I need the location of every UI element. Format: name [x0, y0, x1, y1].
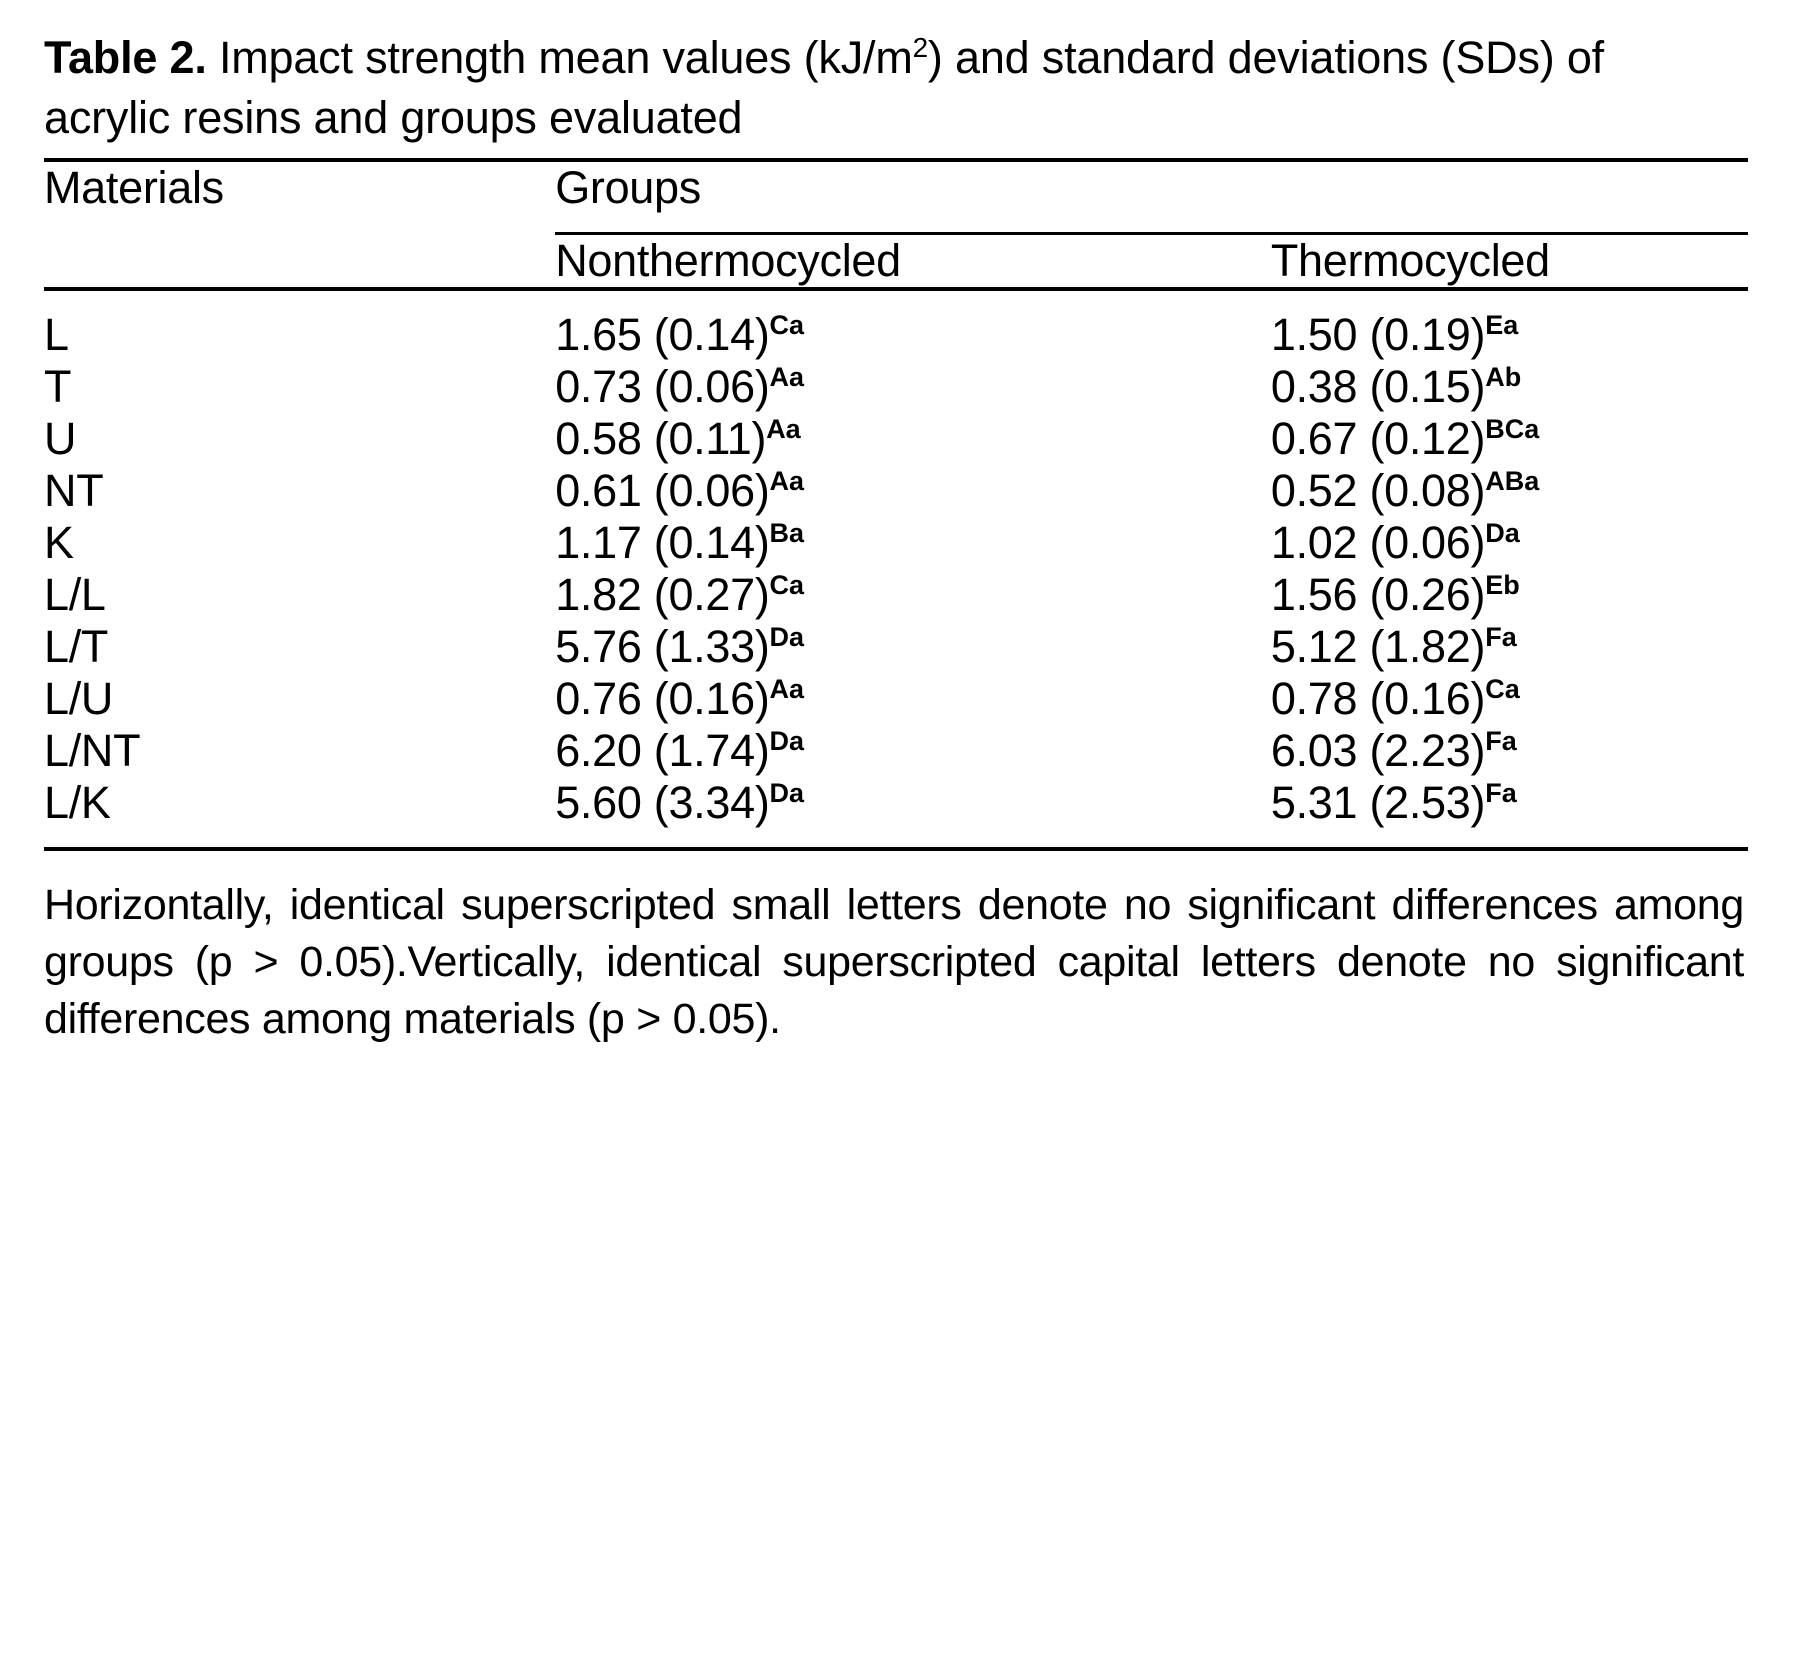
cell-superscript: Da [769, 777, 805, 808]
cell-superscript: Ba [769, 517, 805, 548]
cell-superscript: ABa [1485, 465, 1540, 496]
cell-nonthermocycled [555, 309, 1271, 361]
table-row [44, 413, 1748, 465]
subheader-blank [44, 235, 555, 287]
cell-value: 1.17 (0.14) [555, 516, 770, 568]
cell-value: 5.76 (1.33) [555, 620, 770, 672]
table-caption-text-part2: ) and standard deviations (SDs) of acrylic resins and groups evaluated [44, 32, 1604, 143]
cell-superscript: Da [769, 621, 805, 652]
cell-value: 1.65 (0.14) [555, 308, 770, 360]
cell-nonthermocycled [555, 621, 1271, 673]
table-row [44, 621, 1748, 673]
table-row [44, 569, 1748, 621]
cell-nonthermocycled [555, 413, 1271, 465]
table-footnote [44, 877, 1744, 1049]
cell-value: 5.12 (1.82) [1270, 620, 1486, 672]
cell-nonthermocycled [555, 569, 1271, 621]
cell-value: 0.58 (0.11) [555, 412, 767, 464]
table-row [44, 465, 1748, 517]
cell-thermocycled [1271, 569, 1748, 621]
table-footnote-text: Horizontally, identical superscripted small letters denote no significant differences among groups (p > 0.05).Vertically, identical superscripted capital letters denote no significant differences among materials (p > 0.05). [44, 880, 1744, 1044]
cell-nonthermocycled [555, 777, 1271, 829]
cell-nonthermocycled [555, 725, 1271, 777]
cell-material: K [44, 516, 74, 568]
body-bottom-spacer [44, 829, 1748, 847]
cell-superscript: Ab [1485, 361, 1522, 392]
table-header-row [44, 162, 1748, 235]
table-subheader-row [44, 235, 1748, 287]
body-top-spacer [44, 291, 1748, 309]
groups-span-rule [555, 232, 1748, 235]
cell-value: 5.60 (3.34) [555, 776, 770, 828]
cell-value: 6.03 (2.23) [1270, 724, 1486, 776]
table-row [44, 725, 1748, 777]
subheader-nonthermocycled: Nonthermocycled [555, 234, 901, 286]
cell-value: 1.56 (0.26) [1270, 568, 1486, 620]
cell-nonthermocycled [555, 517, 1271, 569]
cell-superscript: Fa [1485, 725, 1517, 756]
cell-superscript: Fa [1485, 621, 1517, 652]
table-row [44, 309, 1748, 361]
table-bottom-rule [44, 847, 1748, 851]
cell-superscript: Aa [766, 413, 801, 444]
cell-material: L [44, 308, 69, 360]
cell-thermocycled [1271, 361, 1748, 413]
cell-material: T [44, 360, 72, 412]
cell-thermocycled [1271, 309, 1748, 361]
column-header-materials: Materials [44, 161, 224, 213]
cell-value: 1.82 (0.27) [555, 568, 770, 620]
cell-thermocycled [1271, 725, 1748, 777]
cell-value: 0.38 (0.15) [1270, 360, 1486, 412]
cell-value: 0.73 (0.06) [555, 360, 770, 412]
cell-superscript: Ca [769, 569, 805, 600]
table-row [44, 517, 1748, 569]
table-caption-label: Table 2. [44, 32, 207, 83]
cell-superscript: Da [1485, 517, 1520, 548]
cell-superscript: Ea [1485, 309, 1519, 340]
impact-strength-table [44, 162, 1748, 847]
cell-thermocycled [1271, 673, 1748, 725]
column-header-groups [555, 162, 1748, 235]
cell-nonthermocycled [555, 673, 1271, 725]
cell-material: L/L [44, 568, 106, 620]
column-header-groups-label: Groups [555, 161, 701, 213]
cell-value: 0.78 (0.16) [1270, 672, 1486, 724]
cell-thermocycled [1271, 517, 1748, 569]
cell-thermocycled [1271, 413, 1748, 465]
cell-material: L/U [44, 672, 114, 724]
table-caption-superscript: 2 [912, 32, 928, 63]
cell-value: 1.50 (0.19) [1270, 308, 1486, 360]
cell-superscript: Da [769, 725, 805, 756]
table-row [44, 361, 1748, 413]
cell-superscript: Aa [769, 673, 805, 704]
cell-value: 6.20 (1.74) [555, 724, 770, 776]
table-caption-text-part1: Impact strength mean values (kJ/m [218, 32, 913, 83]
table-caption [44, 28, 1664, 148]
table-row [44, 673, 1748, 725]
cell-superscript: Ca [769, 309, 805, 340]
cell-value: 5.31 (2.53) [1270, 776, 1486, 828]
cell-value: 1.02 (0.06) [1270, 516, 1486, 568]
cell-superscript: Aa [769, 361, 805, 392]
cell-superscript: BCa [1485, 413, 1540, 444]
table-row [44, 777, 1748, 829]
cell-value: 0.76 (0.16) [555, 672, 770, 724]
cell-value: 0.67 (0.12) [1270, 412, 1486, 464]
cell-nonthermocycled [555, 465, 1271, 517]
cell-material: L/NT [44, 724, 141, 776]
cell-superscript: Aa [769, 465, 805, 496]
cell-superscript: Eb [1485, 569, 1520, 600]
cell-value: 0.61 (0.06) [555, 464, 770, 516]
cell-thermocycled [1271, 777, 1748, 829]
cell-thermocycled [1271, 465, 1748, 517]
cell-superscript: Fa [1485, 777, 1517, 808]
subheader-thermocycled: Thermocycled [1270, 234, 1550, 286]
cell-material: NT [44, 464, 104, 516]
cell-material: L/T [44, 620, 109, 672]
cell-superscript: Ca [1485, 673, 1520, 704]
cell-nonthermocycled [555, 361, 1271, 413]
cell-material: L/K [44, 776, 111, 828]
cell-value: 0.52 (0.08) [1270, 464, 1486, 516]
cell-material: U [44, 412, 77, 464]
cell-thermocycled [1271, 621, 1748, 673]
